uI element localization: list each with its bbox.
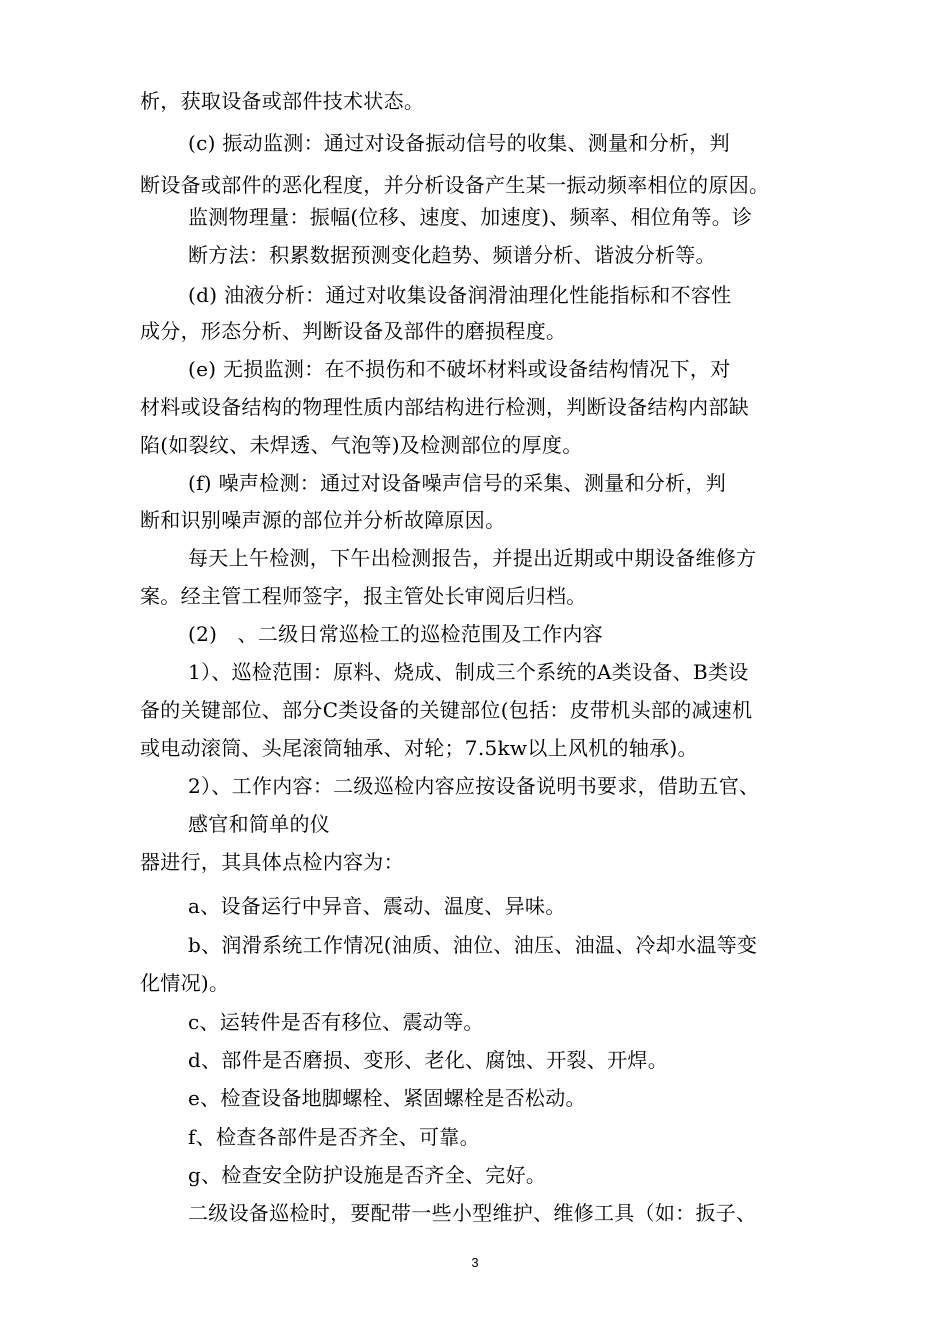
text-line: 成分，形态分析、判断设备及部件的磨损程度。 [140,319,567,343]
text-line: (2) 、二级日常巡检工的巡检范围及工作内容 [188,622,603,646]
text-line: 或电动滚筒、头尾滚筒轴承、对轮；7.5kw以上风机的轴承)。 [140,736,698,760]
text-line: 材料或设备结构的物理性质内部结构进行检测，判断设备结构内部缺 [140,395,749,419]
text-line: g、检查安全防护设施是否齐全、完好。 [188,1163,547,1187]
text-line: f、检查各部件是否齐全、可靠。 [188,1125,480,1149]
text-line: (f) 噪声检测：通过对设备噪声信号的采集、测量和分析，判 [188,471,727,495]
text-line: 二级设备巡检时，要配带一些小型维护、维修工具（如：扳子、 [188,1201,757,1225]
text-line: 断设备或部件的恶化程度，并分析设备产生某一振动频率相位的原因。 [140,173,770,197]
text-line: (d) 油液分析：通过对收集设备润滑油理化性能指标和不容性 [188,283,732,307]
text-line: e、检查设备地脚螺栓、紧固螺栓是否松动。 [188,1086,586,1110]
text-line: (e) 无损监测：在不损伤和不破坏材料或设备结构情况下，对 [188,357,731,381]
text-line: 备的关键部位、部分C类设备的关键部位(包括：皮带机头部的减速机 [140,698,753,722]
text-line: a、设备运行中异音、震动、温度、异味。 [188,894,566,918]
text-line: 监测物理量：振幅(位移、速度、加速度)、频率、相位角等。诊 [188,205,753,229]
text-line: c、运转件是否有移位、震动等。 [188,1010,484,1034]
page-number: 3 [471,1255,479,1270]
text-line: 案。经主管工程师签字，报主管处长审阅后归档。 [140,584,587,608]
text-line: b、润滑系统工作情况(油质、油位、油压、油温、冷却水温等变 [188,933,758,957]
text-line: 感官和简单的仪 [188,812,331,836]
text-line: 化情况)。 [140,971,230,995]
text-line: (c) 振动监测：通过对设备振动信号的收集、测量和分析，判 [188,131,730,155]
text-line: 断方法：积累数据预测变化趋势、频谱分析、谐波分析等。 [188,243,716,267]
text-line: 陷(如裂纹、未焊透、气泡等)及检测部位的厚度。 [140,433,583,457]
text-line: 断和识别噪声源的部位并分析故障原因。 [140,508,506,532]
text-line: 器进行，其具体点检内容为： [140,850,404,874]
text-line: d、部件是否磨损、变形、老化、腐蚀、开裂、开焊。 [188,1048,669,1072]
text-line: 2）、工作内容：二级巡检内容应按设备说明书要求，借助五官、 [188,774,760,798]
text-line: 析，获取设备或部件技术状态。 [140,89,425,113]
text-line: 每天上午检测，下午出检测报告，并提出近期或中期设备维修方 [188,546,757,570]
text-line: 1）、巡检范围：原料、烧成、制成三个系统的A类设备、B类设 [188,660,749,684]
